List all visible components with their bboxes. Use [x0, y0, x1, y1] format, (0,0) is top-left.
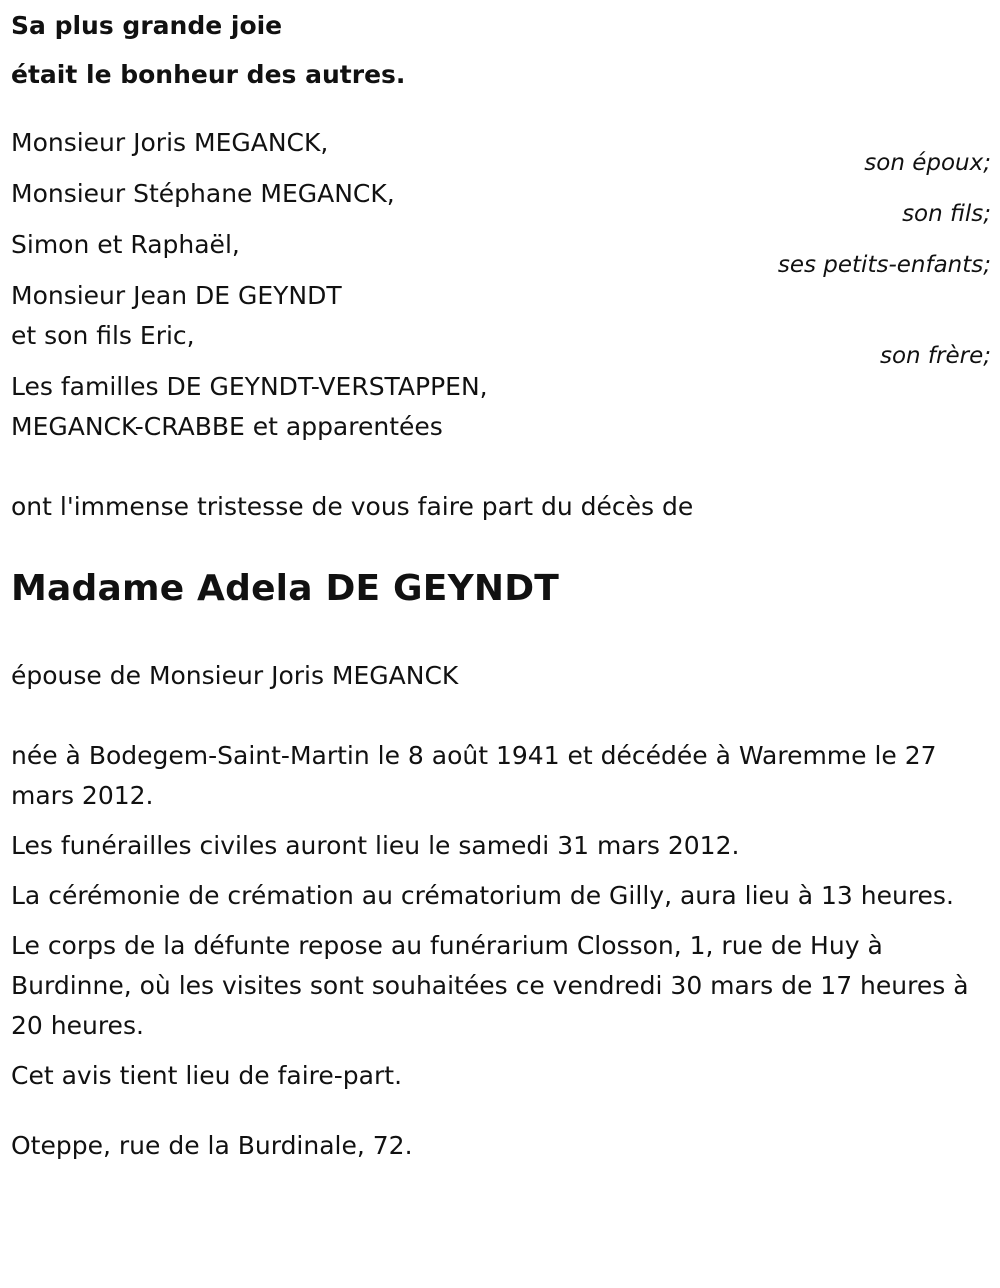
family-member-name: Monsieur Jean DE GEYNDT: [11, 281, 342, 310]
family-member-role: ses petits-enfants;: [777, 252, 991, 278]
family-member-role: son fils;: [902, 201, 991, 227]
details-section: [11, 736, 991, 1096]
cremation-paragraph: La cérémonie de crémation au crématorium de Gilly, aura lieu à 13 heures.: [11, 881, 954, 910]
family-member-name: Monsieur Joris MEGANCK,: [11, 128, 329, 157]
family-entry-son: [11, 174, 991, 225]
deceased-name: Madame Adela DE GEYNDT: [11, 568, 560, 609]
family-member-role: son époux;: [864, 150, 991, 176]
family-member-name-continued: MEGANCK-CRABBE et apparentées: [11, 412, 443, 441]
funeral-paragraph: Les funérailles civiles auront lieu le samedi 31 mars 2012.: [11, 831, 740, 860]
family-member-name: Simon et Raphaël,: [11, 230, 240, 259]
family-entry-spouse: [11, 123, 991, 174]
family-member-name-continued: et son fils Eric,: [11, 321, 195, 350]
notice-paragraph: Cet avis tient lieu de faire-part.: [11, 1061, 403, 1090]
address: Oteppe, rue de la Burdinale, 72.: [11, 1131, 413, 1160]
family-entry-brother: [11, 276, 991, 367]
spouse-line: épouse de Monsieur Joris MEGANCK: [11, 661, 459, 690]
family-list: [11, 123, 991, 447]
birth-death-paragraph: née à Bodegem-Saint-Martin le 8 août 1941 et décédée à Waremme le 27 mars 2012.: [11, 741, 937, 810]
family-member-name: Les familles DE GEYNDT-VERSTAPPEN,: [11, 372, 488, 401]
family-entry-grandchildren: [11, 225, 991, 276]
death-notice: [11, 0, 991, 1166]
family-member-role: son frère;: [879, 343, 991, 369]
epitaph-line-2: était le bonheur des autres.: [11, 60, 406, 89]
funerarium-paragraph: Le corps de la défunte repose au funérarium Closson, 1, rue de Huy à Burdinne, où les visites sont souhaitées ce vendredi 30 mars de 17 heures à 20 heures.: [11, 931, 969, 1040]
announcement-text: ont l'immense tristesse de vous faire part du décès de: [11, 492, 694, 521]
epitaph: [11, 1, 991, 99]
family-entry-relatives: [11, 367, 991, 447]
epitaph-line-1: Sa plus grande joie: [11, 11, 283, 40]
family-member-name: Monsieur Stéphane MEGANCK,: [11, 179, 395, 208]
